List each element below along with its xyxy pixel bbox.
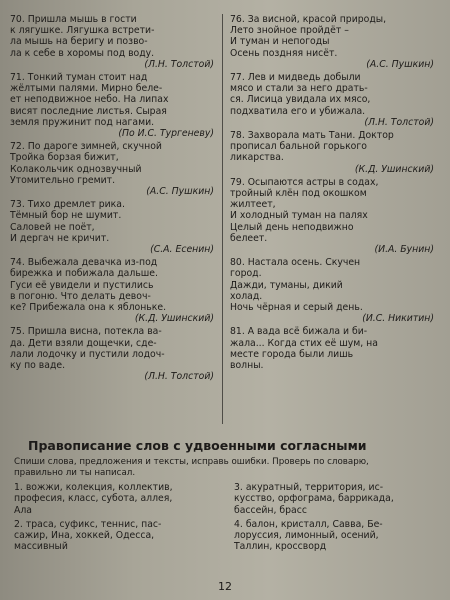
word-list-line: сажир, Ина, хоккей, Одесса, <box>14 530 155 542</box>
exercise-line: И туман и непогоды <box>230 36 330 48</box>
exercise-line: 79. Осыпаются астры в содах, <box>230 176 379 188</box>
exercise-line: ся. Лисица увидала их мясо, <box>230 94 371 106</box>
exercise <box>230 177 440 255</box>
exercise-line: 80. Настала осень. Скучен <box>230 257 361 269</box>
word-lists <box>10 482 442 592</box>
exercise <box>10 257 220 324</box>
word-list-line: 2. траса, суфикс, теннис, пас- <box>14 518 162 530</box>
exercise-line: жёлтыми палями. Мирно беле- <box>10 83 163 95</box>
word-list-item <box>234 519 439 553</box>
exercise <box>10 72 220 139</box>
exercise-line: Лето знойное пройдёт – <box>230 25 349 37</box>
word-list-line: Таллин, кроссворд <box>234 541 327 553</box>
right-column <box>230 14 440 373</box>
exercise-line: 74. Выбежала девачка из-под <box>10 257 158 269</box>
exercise-line: жилтеет, <box>230 199 276 211</box>
exercise-line: месте города были лишь <box>230 348 354 360</box>
exercise-line: город. <box>230 268 262 280</box>
exercise-line: Саловей не поёт, <box>10 221 95 233</box>
exercise-line: 77. Лев и мидведь добыли <box>230 72 361 84</box>
word-list-item <box>234 482 439 516</box>
exercise-source: (А.С. Пушкин) <box>366 58 434 70</box>
word-list-line: 4. балон, кристалл, Савва, Бе- <box>234 518 383 530</box>
exercise-line: ке? Прибежала она к яблоньке. <box>10 302 167 314</box>
exercise-line: холад. <box>230 290 263 302</box>
exercise-line: мясо и стали за него драть- <box>230 83 368 95</box>
exercise-line: 81. А вада всё бижала и би- <box>230 326 368 338</box>
section-title: Правописание слов с удвоенными согласными <box>28 438 367 453</box>
exercise <box>10 14 220 70</box>
exercise-line: Ночь чёрная и серый день. <box>230 302 363 314</box>
exercise-line: ет неподвижное небо. На липах <box>10 94 169 106</box>
exercise-line: 75. Пришла висна, потекла ва- <box>10 326 162 338</box>
instruction-line: Спиши слова, предложения и тексты, исправь ошибки. Проверь по словарю, <box>14 457 369 467</box>
exercise-line: ла к себе в хоромы под воду. <box>10 47 155 59</box>
exercise <box>230 130 440 175</box>
exercise-source: (И.А. Бунин) <box>374 244 434 256</box>
exercise-line: Колакольчик однозвучный <box>10 163 142 175</box>
exercise-source: (Л.Н. Толстой) <box>144 58 214 70</box>
exercise-line: волны. <box>230 360 264 372</box>
exercise-line: к лягушке. Лягушка встрети- <box>10 25 155 37</box>
left-column <box>10 14 220 385</box>
exercise-line: И холодный туман на палях <box>230 210 368 222</box>
word-list-left <box>14 482 219 556</box>
exercise-line: 76. За висной, красой природы, <box>230 14 387 25</box>
exercise-line: Дажди, туманы, дикий <box>230 279 343 291</box>
instruction-line: правильно ли ты написал. <box>14 467 136 478</box>
exercise-source: (По И.С. Тургеневу) <box>118 128 214 140</box>
exercise <box>230 326 440 371</box>
exercise-line: жала... Когда стих её шум, на <box>230 337 378 349</box>
exercise <box>10 326 220 382</box>
exercise-line: Утомительно гремит. <box>10 174 116 186</box>
exercise-line: лали лодочку и пустили лодоч- <box>10 348 165 360</box>
exercise <box>230 14 440 70</box>
word-list-line: 3. акуратный, территория, ис- <box>234 482 384 493</box>
exercise-line: Тройка борзая бижит, <box>10 152 119 164</box>
word-list-item <box>14 519 219 553</box>
word-list-line: кусство, орфограма, баррикада, <box>234 493 394 505</box>
exercise <box>230 72 440 128</box>
exercise-line: ла мышь на беригу и позво- <box>10 36 148 48</box>
word-list-item <box>14 482 219 516</box>
exercise-line: 73. Тихо дремлет рика. <box>10 199 125 211</box>
section-instructions <box>14 457 442 478</box>
exercise-source: (Л.Н. Толстой) <box>364 116 434 128</box>
exercise-source: (Л.Н. Толстой) <box>144 371 214 383</box>
exercise-line: 70. Пришла мышь в гости <box>10 14 137 25</box>
exercise-line: 71. Тонкий туман стоит над <box>10 72 148 84</box>
word-list-line: Ала <box>14 504 32 516</box>
exercise-source: (К.Д. Ушинский) <box>134 313 214 325</box>
exercise-line: подхватила его и убижала. <box>230 105 366 117</box>
page-number: 12 <box>218 580 232 593</box>
word-list-line: лоруссия, лимонный, осений, <box>234 530 379 542</box>
exercise-line: белеет. <box>230 232 268 244</box>
exercise-source: (А.С. Пушкин) <box>146 186 214 198</box>
exercise-line: Тёмный бор не шумит. <box>10 210 122 222</box>
exercise-line: ликарства. <box>230 152 284 164</box>
exercise-line: Целый день неподвижно <box>230 221 354 233</box>
exercise-source: (И.С. Никитин) <box>362 313 434 325</box>
exercise-line: Гуси её увидели и пустились <box>10 279 154 291</box>
exercise-line: в погоню. Что делать девоч- <box>10 290 151 302</box>
exercise <box>230 257 440 324</box>
exercise-line: Осень поздняя нисёт. <box>230 47 338 59</box>
exercise-line: 78. Захворала мать Тани. Доктор <box>230 130 394 142</box>
exercise-line: И дергач не кричит. <box>10 232 110 244</box>
exercise-line: тройный клён под окошком <box>230 188 367 200</box>
word-list-line: 1. вожжи, колекция, коллектив, <box>14 482 173 493</box>
section-doubled-consonants <box>10 438 442 592</box>
exercise-line: 72. По дароге зимней, скучной <box>10 141 162 153</box>
exercise <box>10 141 220 197</box>
exercise-line: ку по ваде. <box>10 360 66 372</box>
exercise-source: (С.А. Есенин) <box>150 244 214 256</box>
exercise-line: земля пружинит под нагами. <box>10 116 155 128</box>
word-list-line: бассейн, брасс <box>234 504 307 516</box>
exercise-line: прописал бальной горького <box>230 141 367 153</box>
exercise-line: да. Дети взяли дощечки, сде- <box>10 337 157 349</box>
exercise-source: (К.Д. Ушинский) <box>354 163 434 175</box>
exercise <box>10 199 220 255</box>
column-divider <box>222 14 223 424</box>
exercise-line: висят последние листья. Сырая <box>10 105 167 117</box>
exercise-line: бирежка и побижала дальше. <box>10 268 158 280</box>
word-list-line: професия, класс, субота, аллея, <box>14 493 173 505</box>
word-list-right <box>234 482 439 556</box>
word-list-line: массивный <box>14 541 68 553</box>
